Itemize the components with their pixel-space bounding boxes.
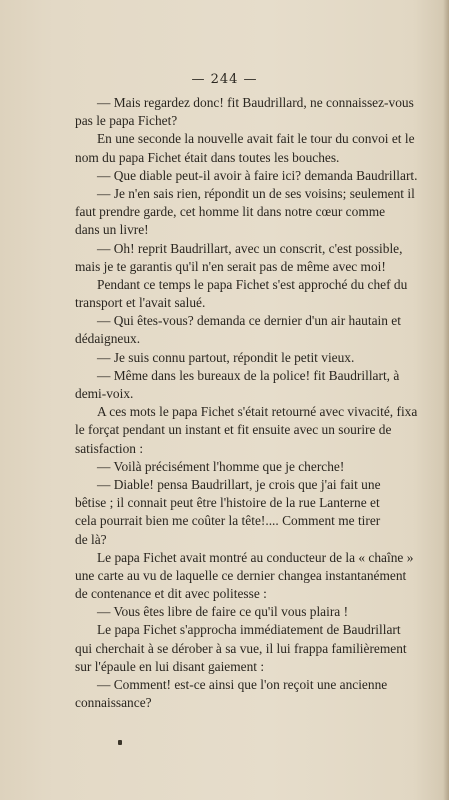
text-line: — Comment! est-ce ainsi que l'on reçoit une ancienne <box>97 677 388 692</box>
text-line: — Oh! reprit Baudrillart, avec un conscrit, c'est possible, <box>97 240 403 256</box>
text-line: demi-voix. <box>75 386 134 401</box>
text-line: faut prendre garde, cet homme lit dans notre cœur comme <box>75 204 386 220</box>
text-line: satisfaction : <box>75 440 144 456</box>
text-line: — Qui êtes-vous? demanda ce dernier d'un air hautain et <box>97 313 401 329</box>
text-line: pas le papa Fichet? <box>75 113 178 129</box>
text-line: Le papa Fichet s'approcha immédiatement de Baudrillart <box>97 622 401 638</box>
text-line: nom du papa Fichet était dans toutes les bouches. <box>75 149 340 165</box>
text-line: — Vous êtes libre de faire ce qu'il vous plaira ! <box>97 604 349 620</box>
page-number: — 244 — <box>191 72 258 87</box>
text-line: Le papa Fichet avait montré au conducteur de la « chaîne » <box>97 549 414 565</box>
text-line: mais je te garantis qu'il n'en serait pas de même avec moi! <box>75 258 386 274</box>
text-line: transport et l'avait salué. <box>75 295 206 311</box>
text-line: de contenance et dit avec politesse : <box>75 586 267 602</box>
text-line: — Que diable peut-il avoir à faire ici? demanda Baudrillart. <box>97 167 418 183</box>
text-line: connaissance? <box>75 695 152 711</box>
text-line: dédaigneux. <box>75 331 141 347</box>
ink-speck <box>118 740 122 745</box>
text-line: de là? <box>75 531 107 547</box>
text-line: — Mais regardez donc! fit Baudrillard, ne connaissez-vous <box>97 95 414 110</box>
text-line: — Je n'en sais rien, répondit un de ses voisins; seulement il <box>97 185 415 201</box>
text-line: qui cherchait à se dérober à sa vue, il lui frappa familièrement <box>75 640 407 656</box>
text-line: dans un livre! <box>75 222 149 238</box>
text-line: une carte au vu de laquelle ce dernier changea instantanément <box>75 567 407 583</box>
text-line: — Diable! pensa Baudrillart, je crois que j'ai fait une <box>97 476 381 492</box>
text-line: A ces mots le papa Fichet s'était retourné avec vivacité, fixa <box>97 404 418 420</box>
text-line: le forçat pendant un instant et fit ensuite avec un sourire de <box>75 422 392 438</box>
text-line: Pendant ce temps le papa Fichet s'est approché du chef du <box>97 276 408 292</box>
text-line: cela pourrait bien me coûter la tête!.... Comment me tirer <box>75 513 381 529</box>
page-text <box>75 94 447 712</box>
text-line: bêtise ; il connait peut être l'histoire de la rue Lanterne et <box>75 495 380 511</box>
text-line: — Je suis connu partout, répondit le petit vieux. <box>97 349 355 365</box>
text-line: En une seconde la nouvelle avait fait le tour du convoi et le <box>97 131 415 147</box>
text-line: — Voilà précisément l'homme que je cherche! <box>97 458 345 474</box>
text-line: sur l'épaule en lui disant gaiement : <box>75 658 265 674</box>
text-line: — Même dans les bureaux de la police! fit Baudrillart, à <box>97 367 400 383</box>
